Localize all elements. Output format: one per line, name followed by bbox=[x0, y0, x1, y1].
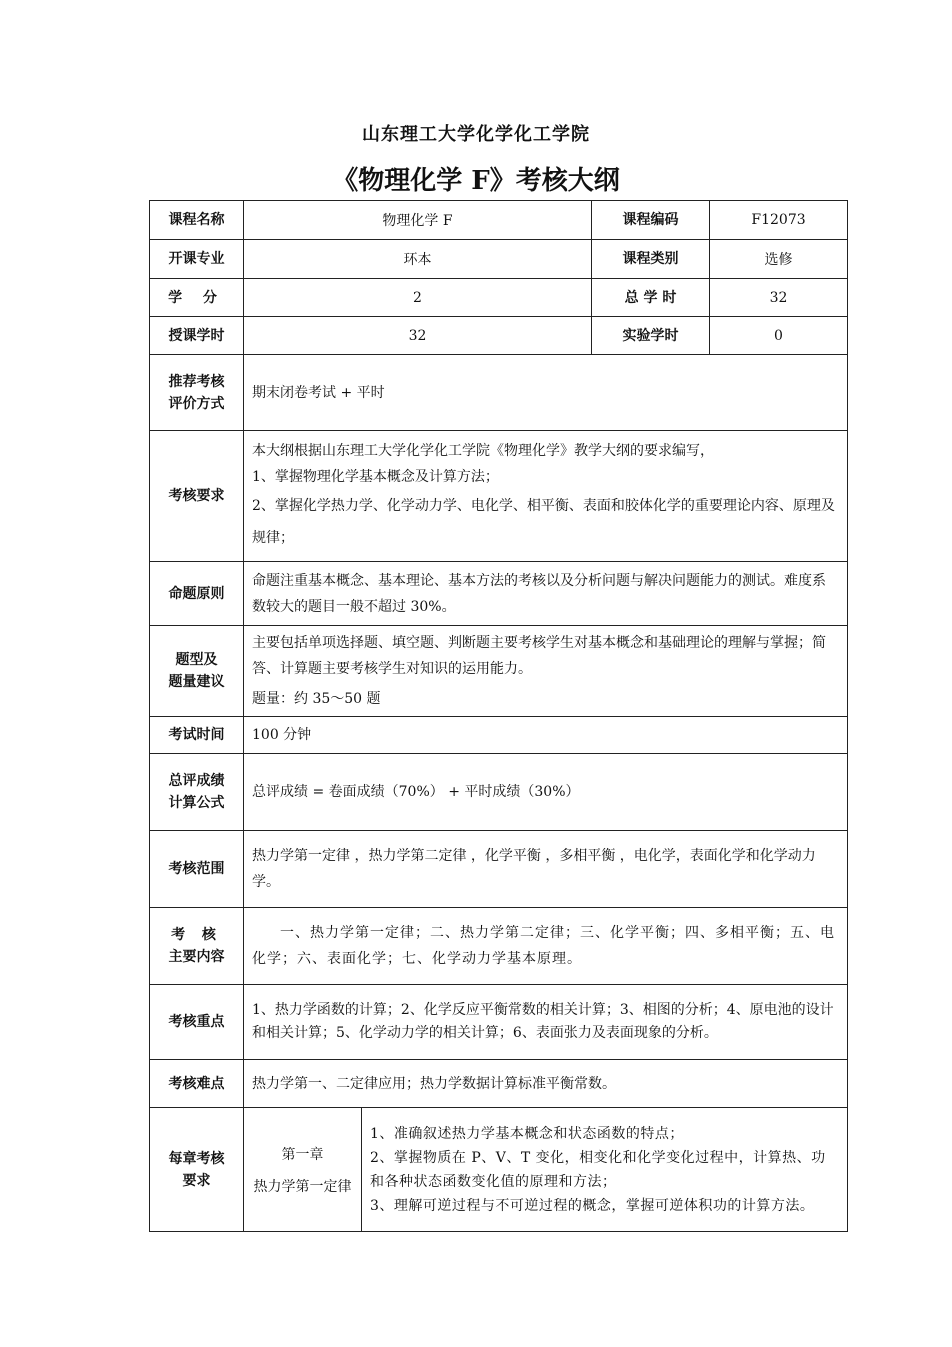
lab-hours-label: 实验学时 bbox=[592, 317, 710, 355]
course-name-label: 课程名称 bbox=[150, 201, 244, 240]
chapter-label bbox=[150, 1108, 244, 1232]
scope-value: 热力学第一定律 ，热力学第二定律 ，化学平衡 ，多相平衡 ，电化学，表面化学和化学动力学。 bbox=[244, 831, 848, 908]
total-hours-value: 32 bbox=[710, 279, 848, 317]
types-value bbox=[244, 626, 848, 717]
credit-label: 学 分 bbox=[150, 279, 244, 317]
outline-table bbox=[149, 200, 848, 1232]
course-name-value: 物理化学 F bbox=[244, 201, 592, 240]
table-row bbox=[150, 831, 848, 908]
chapter-req-line: 3、理解可逆过程与不可逆过程的概念，掌握可逆体积功的计算方法。 bbox=[370, 1197, 815, 1214]
formula-label-line1: 总评成绩 bbox=[168, 773, 225, 789]
teaching-hours-label: 授课学时 bbox=[150, 317, 244, 355]
content-label bbox=[150, 908, 244, 985]
table-row bbox=[150, 717, 848, 754]
table-row bbox=[150, 431, 848, 562]
chapter-req-line: 1、准确叙述热力学基本概念和状态函数的特点； bbox=[370, 1125, 684, 1142]
difficulty-value: 热力学第一、二定律应用；热力学数据计算标准平衡常数。 bbox=[244, 1060, 848, 1108]
types-line: 主要包括单项选择题、填空题、判断题主要考核学生对基本概念和基础理论的理解与掌握；简答、计算题主要考核学生对知识的运用能力。 bbox=[252, 635, 826, 677]
eval-method-label-line1: 推荐考核 bbox=[168, 373, 225, 390]
content-label-line2: 主要内容 bbox=[168, 949, 225, 965]
teaching-hours-value: 32 bbox=[244, 317, 592, 355]
document-title: 《物理化学 F》考核大纲 bbox=[332, 166, 620, 196]
major-label: 开课专业 bbox=[150, 240, 244, 279]
exam-time-value: 100 分钟 bbox=[244, 717, 848, 754]
scope-label: 考核范围 bbox=[150, 831, 244, 908]
types-label-line1: 题型及 bbox=[175, 652, 218, 668]
content-value: 一、热力学第一定律；二、热力学第二定律；三、化学平衡；四、多相平衡；五、电化学；六、表面化学；七、化学动力学基本原理。 bbox=[244, 908, 848, 985]
exam-time-label: 考试时间 bbox=[150, 717, 244, 754]
chapter-cell bbox=[244, 1108, 362, 1232]
lab-hours-value: 0 bbox=[710, 317, 848, 355]
eval-method-label-line2: 评价方式 bbox=[168, 395, 225, 412]
table-row bbox=[150, 626, 848, 717]
formula-value: 总评成绩 = 卷面成绩（70%） + 平时成绩（30%） bbox=[244, 754, 848, 831]
major-value: 环本 bbox=[244, 240, 592, 279]
course-code-label: 课程编码 bbox=[592, 201, 710, 240]
focus-label: 考核重点 bbox=[150, 985, 244, 1060]
eval-method-label bbox=[150, 355, 244, 431]
requirements-label: 考核要求 bbox=[150, 431, 244, 562]
requirements-value bbox=[244, 431, 848, 562]
requirements-line: 2、掌握化学热力学、化学动力学、电化学、相平衡、表面和胶体化学的重要理论内容、原理及规律； bbox=[252, 498, 835, 546]
focus-value: 1、热力学函数的计算；2、化学反应平衡常数的相关计算；3、相图的分析；4、原电池的设计和相关计算；5、化学动力学的相关计算；6、表面张力及表面现象的分析。 bbox=[244, 985, 848, 1060]
formula-label-line2: 计算公式 bbox=[168, 795, 225, 811]
types-label bbox=[150, 626, 244, 717]
category-value: 选修 bbox=[710, 240, 848, 279]
table-row bbox=[150, 240, 848, 279]
types-label-line2: 题量建议 bbox=[168, 674, 225, 690]
chapter-number: 第一章 bbox=[281, 1146, 324, 1163]
types-line: 题量：约 35～50 题 bbox=[252, 691, 381, 707]
content-label-line1: 考 核 bbox=[171, 927, 222, 943]
table-row bbox=[150, 908, 848, 985]
requirements-line: 1、掌握物理化学基本概念及计算方法； bbox=[252, 469, 499, 485]
requirements-line: 本大纲根据山东理工大学化学化工学院《物理化学》教学大纲的要求编写， bbox=[252, 443, 714, 459]
table-row bbox=[150, 201, 848, 240]
table-row bbox=[150, 562, 848, 626]
chapter-name: 热力学第一定律 bbox=[253, 1178, 352, 1195]
principle-label: 命题原则 bbox=[150, 562, 244, 626]
table-row bbox=[150, 754, 848, 831]
table-row bbox=[150, 279, 848, 317]
category-label: 课程类别 bbox=[592, 240, 710, 279]
credit-value: 2 bbox=[244, 279, 592, 317]
chapter-label-line2: 要求 bbox=[182, 1172, 211, 1189]
table-row bbox=[150, 1060, 848, 1108]
total-hours-label: 总 学 时 bbox=[592, 279, 710, 317]
table-row bbox=[150, 355, 848, 431]
chapter-req-line: 2、掌握物质在 P、V、T 变化，相变化和化学变化过程中，计算热、功和各种状态函数变化值的原理和方法； bbox=[370, 1149, 826, 1190]
course-code-value: F12073 bbox=[710, 201, 848, 240]
principle-value: 命题注重基本概念、基本理论、基本方法的考核以及分析问题与解决问题能力的测试。难度系数较大的题目一般不超过 30%。 bbox=[244, 562, 848, 626]
chapter-label-line1: 每章考核 bbox=[168, 1150, 225, 1167]
eval-method-value: 期末闭卷考试 + 平时 bbox=[244, 355, 848, 431]
school-name: 山东理工大学化学化工学院 bbox=[362, 124, 590, 145]
table-row bbox=[150, 1108, 848, 1232]
table-row bbox=[150, 985, 848, 1060]
formula-label bbox=[150, 754, 244, 831]
difficulty-label: 考核难点 bbox=[150, 1060, 244, 1108]
table-row bbox=[150, 317, 848, 355]
chapter-requirements bbox=[362, 1108, 848, 1232]
